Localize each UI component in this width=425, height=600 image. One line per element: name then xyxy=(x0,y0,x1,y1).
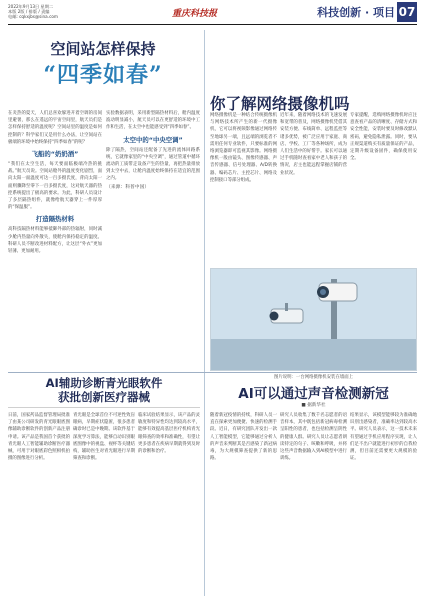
bottom-left-column-3 xyxy=(138,412,200,596)
right-story-col3-text: 专家提醒，选购网络摄像机时应注意查看产品的清晰度、存储方式和安全性能，安装时要及时修改默认密码，避免隐私泄露。同时，要从正规渠道购买有质量保证的产品，定期升级设备固件，确保使用安全。 xyxy=(350,113,417,162)
bottom-left-rule xyxy=(8,407,200,408)
newspaper-brand: 重庆科技报 xyxy=(172,9,218,19)
left-story-paragraph-3: 实验数据表明，采用新型隔热材料后，舱内温度波动明显减小，航天员可以在更舒适的环境中工作和生活，在太空中也能感受到“四季如春”。 xyxy=(106,111,200,131)
photo-caption: 图片说明：一台网络摄像机安装在墙面上 xyxy=(273,375,354,380)
bottom-left-column-2 xyxy=(73,412,135,596)
contact-email: 电邮: cqkxjbs@sina.com xyxy=(8,14,59,20)
left-story-paragraph-4: 除了隔热，空间站还配备了先进的流体回路系统，它就像家里的“中央空调”，通过管道中循环流动的工质带走设备产生的热量，再把热量排放到太空中去，让舱内温度始终保持在适宜的范围之内。 xyxy=(106,147,200,182)
right-story-column-3 xyxy=(350,112,417,264)
bottom-right-column-2 xyxy=(280,412,347,596)
right-story-column-1 xyxy=(210,112,277,264)
column-divider xyxy=(204,30,205,596)
left-story-paragraph-2: 高科技隔热材料能够抵御外部的热辐射，同时减少舱内热量向外散失，使舱内保持稳定的温度。科研人员不断改进材料配方，让这层“外衣”更加轻薄、更加耐用。 xyxy=(8,227,102,255)
masthead-rule xyxy=(8,24,417,25)
left-story-title-line2: “四季如春” xyxy=(43,62,163,88)
left-story-subhead-1: 飞船的“奶奶酒” xyxy=(31,150,79,159)
section-divider xyxy=(8,372,417,373)
bottom-right-story-title: AI可以通过声音检测新冠 xyxy=(238,386,389,402)
left-story-paragraph-1: “我们在太空生活，每天要面临极端冷热的挑战。”航天员说。空间站舱外的温度变化剧烈，面向太阳一面温度可达一百多摄氏度，背向太阳一面则骤降至零下一百多摄氏度，这对航天器的热控系统提出了极高的要求。为此，科研人员设计了多层隔热组件，就像给航天器穿上一件厚厚的“保温服”。 xyxy=(8,162,102,211)
left-story-subhead-2: 打造隔热材料 xyxy=(35,215,75,224)
left-story-subhead-3: 太空中的“中央空调” xyxy=(123,135,183,144)
bottom-right-col3-text: 结果显示，该模型能够较为准确地识别出感染者，准确率达到较高水平。研究人员表示，这一技术未来有望通过手机应用程序实现，让人们足不出户就能进行初步的自我检测，但目前还需要更大规模的验证。 xyxy=(350,413,417,462)
masthead-meta xyxy=(8,4,58,20)
camera-illustration xyxy=(211,269,417,371)
bottom-left-title-line2: 获批创新医疗器械 xyxy=(58,390,150,404)
bottom-left-story-title xyxy=(8,376,200,404)
bottom-right-story-body xyxy=(210,412,417,596)
bottom-right-col2-text: 研究人员收集了数千名志愿者的语音样本，其中既包括新冠病毒检测呈阳性的患者，也包括检测呈阴性的健康人群。研究人员让志愿者朗读特定的句子、咳嗽和呼吸，并将这些声音数据输入到AI模型中进行训练。 xyxy=(280,413,347,462)
right-story-title: 你了解网络摄像机吗 xyxy=(210,95,350,113)
left-story-body xyxy=(8,110,200,368)
right-story-body xyxy=(210,112,417,264)
bottom-left-title-line1: AI辅助诊断青光眼软件 xyxy=(45,376,163,390)
bottom-left-story-body xyxy=(8,412,200,596)
left-story-source: （来源：科普中国） xyxy=(106,184,150,190)
bottom-right-column-3 xyxy=(350,412,417,596)
network-camera-photo xyxy=(210,268,417,371)
section-name: 科技创新 · 项目 xyxy=(317,6,395,19)
bottom-left-col3-text: 临床试验结果显示，该产品的灵敏度和特异性均达到较高水平，能够有效提高基层医疗机构青光眼筛查的效率和准确性，有望让更多患者在疾病早期就得到及时的诊断和治疗。 xyxy=(138,413,200,455)
bottom-left-col2-text: 青光眼是全球首位不可逆性致盲眼病，早期症状隐匿，很多患者确诊时已是中晚期。该软件基于深度学习算法，能够自动识别眼底图像中的视盘、视杯等关键结构，辅助医生对青光眼进行早期筛查和诊断。 xyxy=(73,413,135,462)
edition-line: 本版 2版 / 排版 / 责编 xyxy=(8,9,50,15)
left-story-column-1 xyxy=(8,110,102,368)
right-story-col1-text: 网络摄像机是一种结合传统摄像机与网络技术所产生的新一代摄像机，它可以将视频影像通过网络传至地球另一端，且远端的浏览者不需用任何专业软件，只要标准的网络浏览器即可监视其影像。网络摄像机一般由镜头、图像传感器、声音传感器、信号处理器、A/D转换器、编码芯片、主控芯片、网络及控制接口等部分组成。 xyxy=(210,113,277,183)
bottom-right-column-1 xyxy=(210,412,277,596)
bottom-left-column-1 xyxy=(8,412,70,596)
page-number: 07 xyxy=(397,2,417,22)
bottom-right-byline: ■ 据新华社 xyxy=(301,403,326,408)
left-story-title-line1: 空间站怎样保持 xyxy=(50,40,156,58)
bottom-right-col1-text: 随着新冠疫情的持续，科研人员一直在探索更加便捷、快速的检测手段。近日，有研究团队开发出一款人工智能模型，它能够通过分析人的声音来判断其是否感染了新冠病毒，为大规模筛查提供了新的思路。 xyxy=(210,413,277,462)
issue-date: 2022年9月13日 星期二 xyxy=(8,4,54,9)
left-story-column-2 xyxy=(106,110,200,368)
right-story-col2-text: 近年来，随着网络技术的飞速发展和宽带的普及，网络摄像机凭借其安装方便、布线简单、远程监控等诸多优势，被广泛应用于家庭、商店、学校、工厂等各种场所，成为人们生活中的好帮手。家长可以通过手机随时查看家中老人和孩子的情况，店主也能远程掌握店铺的营业状况。 xyxy=(280,113,347,176)
bottom-left-col1-text: 日前，国家药品监督管理局批准了由某公司研发的青光眼眼底图像辅助诊断软件的创新产品注册申请。该产品是我国首个获批的青光眼人工智能辅助诊断医疗器械，可用于对眼底彩色照相机拍摄的图像进行分析。 xyxy=(8,413,70,462)
left-story-intro: 在炎热的夏天，人们总喜欢躲进开着空调的房间里避暑，那么在遥远的宇宙空间里，航天员们是怎样保持舒适的温度呢？空间站里的温度是如何控制的？科学家们又是用什么办法，让空间站在极端的环境中始终保持“四季如春”的呢？ xyxy=(8,111,102,145)
right-story-column-2 xyxy=(280,112,347,264)
